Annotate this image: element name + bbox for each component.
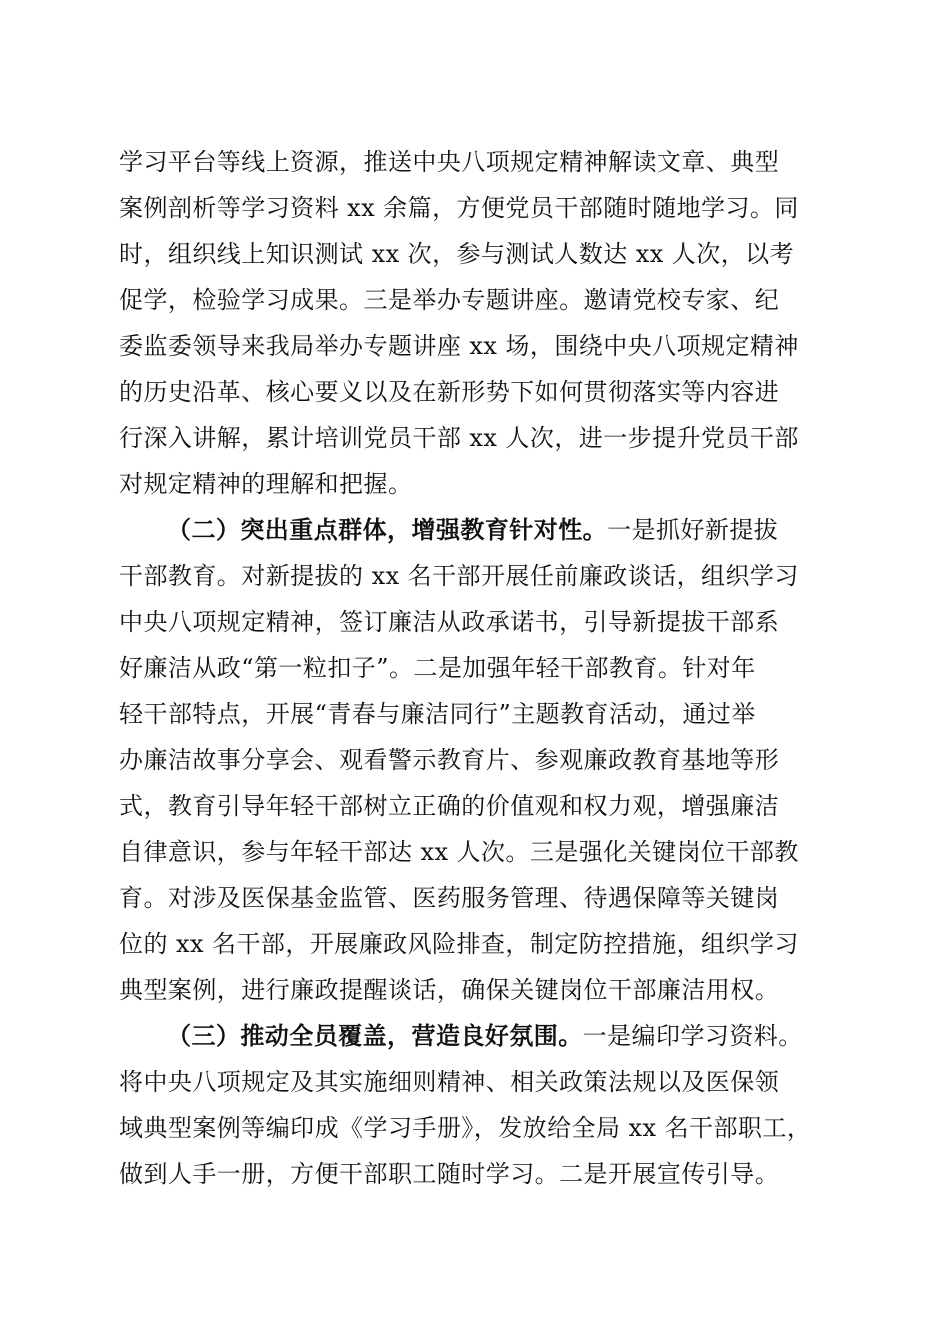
line-text: 办廉洁故事分享会、观看警示教育片、参观廉政教育基地等形 <box>119 746 780 774</box>
text-line <box>119 600 839 644</box>
line-text: 案例剖析等学习资料 xx 余篇，方便党员干部随时随地学习。同 <box>119 194 799 222</box>
line-text: 中央八项规定精神，签订廉洁从政承诺书，引导新提拔干部系 <box>119 608 780 636</box>
line-text: 典型案例，进行廉政提醒谈话，确保关键岗位干部廉洁用权。 <box>119 976 780 1004</box>
line-text: 位的 xx 名干部，开展廉政风险排查，制定防控措施，组织学习 <box>119 930 799 958</box>
line-text: 学习平台等线上资源，推送中央八项规定精神解读文章、典型 <box>119 148 780 176</box>
text-line <box>119 876 839 920</box>
line-text: 委监委领导来我局举办专题讲座 xx 场，围绕中央八项规定精神 <box>119 332 799 360</box>
text-line <box>119 646 839 690</box>
line-text: 育。对涉及医保基金监管、医药服务管理、待遇保障等关键岗 <box>119 884 780 912</box>
text-line <box>119 554 839 598</box>
section-heading: （三）推动全员覆盖，营造良好氛围。 <box>167 1022 583 1050</box>
line-text: 好廉洁从政“第一粒扣子”。二是加强年轻干部教育。针对年 <box>119 654 756 682</box>
line-text: 干部教育。对新提拔的 xx 名干部开展任前廉政谈话，组织学习 <box>119 562 799 590</box>
text-line <box>119 462 839 506</box>
text-line <box>119 1060 839 1104</box>
section-heading-line <box>167 508 839 552</box>
text-line <box>119 830 839 874</box>
text-line <box>119 324 839 368</box>
text-line <box>119 738 839 782</box>
line-text: 时，组织线上知识测试 xx 次，参与测试人数达 xx 人次，以考 <box>119 240 795 268</box>
line-text: 域典型案例等编印成《学习手册》，发放给全局 xx 名干部职工， <box>119 1114 812 1142</box>
text-line <box>119 278 839 322</box>
text-line <box>119 922 839 966</box>
text-line <box>119 692 839 736</box>
line-text: 行深入讲解，累计培训党员干部 xx 人次，进一步提升党员干部 <box>119 424 799 452</box>
text-line <box>119 186 839 230</box>
line-text: 式，教育引导年轻干部树立正确的价值观和权力观，增强廉洁 <box>119 792 780 820</box>
text-line <box>119 968 839 1012</box>
line-text: 对规定精神的理解和把握。 <box>119 470 413 498</box>
text-line <box>119 416 839 460</box>
section-heading: （二）突出重点群体，增强教育针对性。 <box>167 516 608 544</box>
line-text: 一是抓好新提拔 <box>607 516 779 544</box>
text-line <box>119 140 839 184</box>
line-text: 自律意识，参与年轻干部达 xx 人次。三是强化关键岗位干部教 <box>119 838 799 866</box>
line-text: 将中央八项规定及其实施细则精神、相关政策法规以及医保领 <box>119 1068 780 1096</box>
text-line <box>119 1152 839 1196</box>
text-line <box>119 1106 839 1150</box>
line-text: 促学，检验学习成果。三是举办专题讲座。邀请党校专家、纪 <box>119 286 780 314</box>
line-text: 的历史沿革、核心要义以及在新形势下如何贯彻落实等内容进 <box>119 378 780 406</box>
text-line <box>119 784 839 828</box>
text-line <box>119 370 839 414</box>
line-text: 一是编印学习资料。 <box>582 1022 803 1050</box>
section-heading-line <box>167 1014 839 1058</box>
line-text: 轻干部特点，开展“青春与廉洁同行”主题教育活动，通过举 <box>119 700 756 728</box>
text-line <box>119 232 839 276</box>
line-text: 做到人手一册，方便干部职工随时学习。二是开展宣传引导。 <box>119 1160 780 1188</box>
